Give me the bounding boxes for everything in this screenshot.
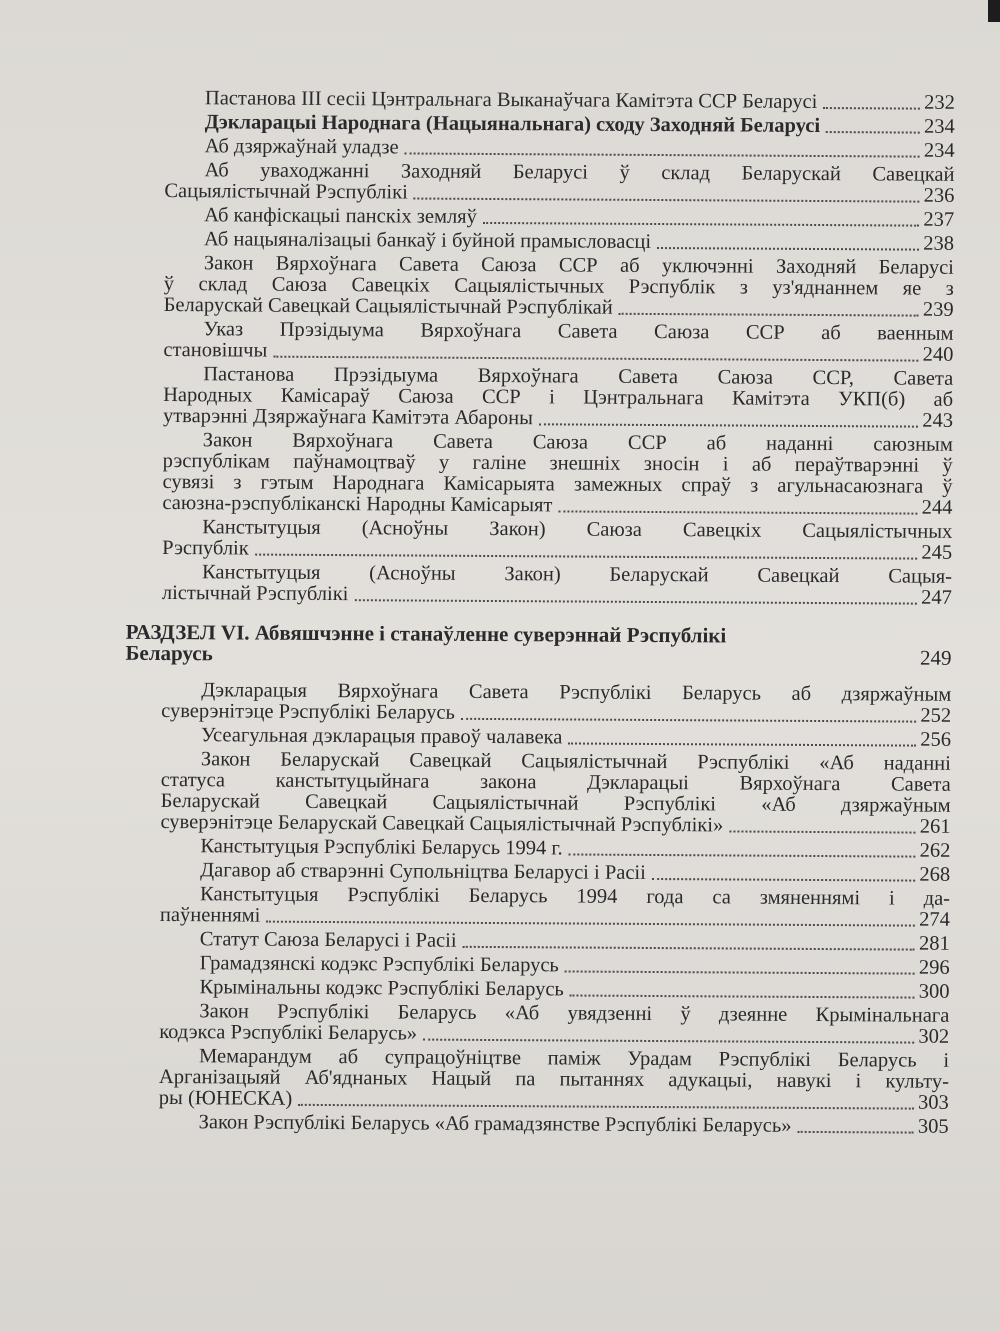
leader-dots bbox=[569, 853, 916, 857]
leader-dots bbox=[823, 107, 920, 110]
toc-entry-line: сувязі з гэтым Народнага Камісарыята замежных спраў з агульнасаюзнага ў bbox=[162, 470, 953, 498]
toc-entry-line: рэспублікам паўнамоцтваў у галіне знешніх зносін і аб пераўтварэнні ў bbox=[162, 449, 953, 477]
toc-entry-line: Аб нацыяналізацыі банкаў і буйной прамысловасці bbox=[204, 228, 652, 253]
toc-entry-line: саюзна-рэспубліканскі Народны Камісарыят bbox=[162, 491, 553, 517]
toc-entry bbox=[160, 929, 950, 955]
leader-dots bbox=[298, 1104, 914, 1110]
toc-page-number: 261 bbox=[919, 815, 951, 838]
toc-entry-line: Рэспублік bbox=[162, 536, 249, 560]
leader-dots bbox=[657, 247, 919, 251]
toc-entry-line: Закон Вярхоўнага Савета Саюза ССР аб наданні саюзным bbox=[202, 429, 953, 456]
leader-dots bbox=[354, 599, 917, 604]
leader-dots bbox=[414, 198, 920, 203]
leader-dots bbox=[483, 222, 920, 227]
toc-entry-line: Закон Беларускай Савецкай Сацыялістычнай Рэспублікі «Аб наданні bbox=[200, 748, 951, 775]
page-edge-shadow bbox=[988, 0, 1000, 22]
toc-entry bbox=[163, 319, 953, 366]
toc-entry bbox=[165, 136, 955, 162]
toc-entry bbox=[162, 517, 952, 564]
toc-entry bbox=[159, 1046, 949, 1114]
leader-dots bbox=[797, 1131, 913, 1134]
toc-entry-line: Закон Вярхоўнага Савета Саюза ССР аб уключэнні Заходняй Беларусі bbox=[203, 252, 954, 279]
toc-entry-line: Канстытуцыя Рэспублікі Беларусь 1994 г. bbox=[200, 835, 563, 860]
toc-entry-line: ў склад Саюза Савецкіх Сацыялістычных Рэспублік з уз'яднаннем яе з bbox=[163, 272, 954, 300]
toc-page-number: 296 bbox=[918, 956, 950, 979]
toc-entry-line: утварэнні Дзяржаўнага Камітэта Абароны bbox=[162, 404, 533, 430]
leader-dots bbox=[539, 423, 918, 427]
toc-page-number: 303 bbox=[917, 1091, 949, 1114]
toc-entry-line: Статут Саюза Беларусі і Расіі bbox=[199, 928, 457, 952]
toc-entry-line: кодэкса Рэспублікі Беларусь» bbox=[159, 1020, 418, 1045]
toc-entry-line: Пастанова ІІІ сесіі Цэнтральнага Выканаўчага Камітэта ССР Беларусі bbox=[204, 87, 818, 113]
toc-entry-line: лістычнай Рэспублікі bbox=[161, 581, 349, 606]
toc-page-number: 268 bbox=[919, 863, 951, 886]
toc-entry bbox=[164, 229, 954, 255]
leader-dots bbox=[565, 970, 915, 974]
leader-dots bbox=[826, 131, 920, 134]
toc-entry-line: Беларускай Савецкай Сацыялістычнай Рэспублікі «Аб дзяржаўным bbox=[160, 789, 951, 817]
section-page-number: 249 bbox=[919, 645, 952, 670]
toc-page-number: 240 bbox=[922, 343, 954, 366]
toc-list-part-b bbox=[159, 680, 952, 1138]
toc-page-number: 237 bbox=[923, 208, 955, 231]
section-title-line-2: Беларусь bbox=[125, 640, 213, 666]
toc-entry bbox=[162, 562, 952, 609]
toc-entry bbox=[159, 1001, 949, 1048]
toc-page-number: 245 bbox=[921, 541, 953, 564]
toc-entry bbox=[159, 1112, 949, 1138]
leader-dots bbox=[266, 921, 915, 927]
toc-entry-line: Арганізацыяй Аб'яднаных Нацый па пытаннях адукацыі, навукі і культу- bbox=[158, 1065, 950, 1093]
toc-page-number: 234 bbox=[923, 115, 955, 138]
leader-dots bbox=[568, 742, 916, 746]
toc-entry bbox=[161, 680, 951, 727]
toc-entry-line: Аб канфіскацыі панскіх земляў bbox=[204, 204, 477, 228]
toc-entry-line: статуса канстытуцыйнага закона Дэкларацыі Вярхоўнага Савета bbox=[160, 768, 951, 796]
toc-entry-line: Грамадзянскі кодэкс Рэспублікі Беларусь bbox=[199, 952, 559, 977]
toc-entry bbox=[161, 725, 951, 751]
leader-dots bbox=[423, 1039, 914, 1044]
leader-dots bbox=[729, 830, 916, 833]
toc-entry-line: Мемарандум аб супрацоўніцтве паміж Урадам Рэспублікі Беларусь і bbox=[199, 1045, 950, 1072]
leader-dots bbox=[463, 946, 915, 951]
toc-page-number: 236 bbox=[923, 184, 955, 207]
toc-entry-line: Дэкларацыя Вярхоўнага Савета Рэспублікі Беларусь аб дзяржаўным bbox=[201, 679, 952, 706]
toc-entry bbox=[159, 977, 949, 1003]
toc-entry-line: становішчы bbox=[163, 338, 268, 362]
toc-entry-line: Усеагульная дэкларацыя правоў чалавека bbox=[200, 724, 563, 749]
toc-entry bbox=[162, 430, 952, 519]
leader-dots bbox=[255, 554, 918, 560]
toc-entry-line: Сацыялістычнай Рэспублікі bbox=[164, 179, 408, 204]
toc-page-number: 300 bbox=[918, 980, 950, 1003]
toc-entry-line: Пастанова Прэзідыума Вярхоўнага Савета Саюза ССР, Савета bbox=[203, 363, 954, 390]
leader-dots bbox=[461, 718, 917, 723]
leader-dots bbox=[273, 356, 918, 362]
toc-page-number: 243 bbox=[922, 409, 954, 432]
toc-entry bbox=[160, 836, 950, 862]
toc-list-part-a bbox=[162, 88, 955, 609]
table-of-contents bbox=[125, 87, 955, 1141]
leader-dots bbox=[619, 313, 919, 317]
section-heading bbox=[125, 619, 952, 670]
toc-entry bbox=[160, 749, 950, 838]
toc-entry-line: Указ Прэзідыума Вярхоўнага Савета Саюза ССР аб ваенным bbox=[203, 318, 954, 345]
toc-entry bbox=[164, 205, 954, 231]
toc-entry bbox=[163, 364, 953, 432]
toc-page-number: 247 bbox=[921, 586, 952, 609]
toc-page-number: 274 bbox=[919, 908, 951, 931]
toc-entry-line: Аб дзяржаўнай уладзе bbox=[204, 135, 399, 159]
toc-entry-line: Закон Рэспублікі Беларусь «Аб грамадзянстве Рэспублікі Беларусь» bbox=[198, 1111, 792, 1137]
toc-entry-line: Аб уваходжанні Заходняй Беларусі ў склад Беларускай Савецкай bbox=[204, 159, 955, 186]
leader-dots bbox=[219, 660, 916, 664]
toc-entry bbox=[165, 88, 955, 114]
toc-page-number: 281 bbox=[918, 932, 950, 955]
leader-dots bbox=[558, 510, 917, 514]
toc-entry-line: Крымінальны кодэкс Рэспублікі Беларусь bbox=[199, 976, 564, 1001]
toc-entry bbox=[160, 884, 950, 931]
toc-entry-line: ры (ЮНЕСКА) bbox=[158, 1086, 293, 1110]
toc-entry-line: Закон Рэспублікі Беларусь «Аб увядзенні ў дзеянне Крымінальнага bbox=[199, 1000, 950, 1027]
toc-entry-line: Канстытуцыя (Асноўны Закон) Беларускай Савецкай Сацыя- bbox=[201, 561, 953, 588]
toc-entry-line: Канстытуцыя Рэспублікі Беларусь 1994 года са змяненнямі і да- bbox=[200, 883, 951, 910]
toc-page-number: 239 bbox=[922, 298, 954, 321]
toc-page-number: 234 bbox=[923, 139, 955, 162]
toc-entry bbox=[165, 112, 955, 138]
toc-entry-line: Канстытуцыя (Асноўны Закон) Саюза Савецкіх Сацыялістычных bbox=[202, 516, 953, 543]
toc-page-number: 232 bbox=[924, 91, 955, 114]
toc-entry-line: Народных Камісараў Саюза ССР і Цэнтральнага Камітэта УКП(б) аб bbox=[163, 383, 954, 411]
toc-entry-line: Беларускай Савецкай Сацыялістычнай Рэспублікай bbox=[163, 293, 613, 319]
toc-entry bbox=[160, 953, 950, 979]
toc-entry bbox=[164, 160, 954, 207]
leader-dots bbox=[405, 152, 920, 157]
leader-dots bbox=[570, 994, 915, 998]
toc-page-number: 302 bbox=[918, 1025, 950, 1048]
toc-page-number: 305 bbox=[917, 1115, 949, 1138]
toc-entry-line: паўненнямі bbox=[159, 903, 261, 927]
toc-entry bbox=[160, 860, 950, 886]
section-title-line-1: РАЗДЗЕЛ VI. Абвяшчэнне і станаўленне суверэннай Рэспублікі bbox=[125, 619, 727, 648]
toc-page-number: 252 bbox=[920, 704, 952, 727]
toc-page-number: 244 bbox=[921, 496, 953, 519]
toc-entry-line: суверэнітэце Беларускай Савецкай Сацыялістычнай Рэспублікі» bbox=[160, 810, 724, 837]
toc-entry-line: суверэнітэце Рэспублікі Беларусь bbox=[161, 699, 455, 724]
toc-page-number: 256 bbox=[920, 728, 952, 751]
toc-page-number: 238 bbox=[923, 232, 955, 255]
toc-entry-line: Дагавор аб стварэнні Супольніцтва Беларусі і Расіі bbox=[200, 859, 646, 884]
toc-page-number: 262 bbox=[919, 839, 951, 862]
toc-entry-line: Дэкларацыі Народнага (Нацыянальнага) сходу Заходняй Беларусі bbox=[204, 111, 821, 138]
toc-entry bbox=[164, 253, 954, 321]
leader-dots bbox=[652, 878, 916, 882]
